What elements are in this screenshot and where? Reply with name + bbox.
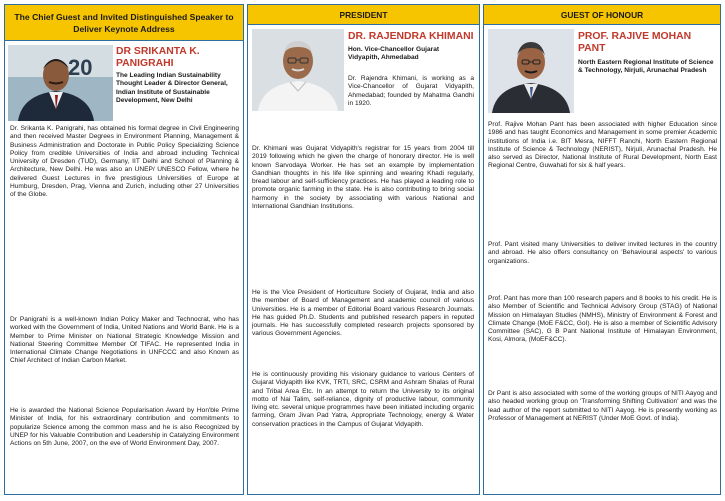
khimani-portrait-image bbox=[252, 29, 344, 111]
khimani-bio-p2: Dr. Khimani was Gujarat Vidyapith's registrar for 15 years from 2004 till 2019 following which he given the charge of honorary director. He is well known Sarvodaya Worker. He has set an example by implementation Gandhian thoughts in his life like spinning and wearing Khadi regularly, bread labour and self-sufficiency practices. He has played a leading role to promote organic farming in the state. He is also contributing to bring social harmony in the society by associating with various National and International Gandhian Institutions. bbox=[252, 145, 474, 210]
pant-bio-p2: Prof. Pant visited many Universities to deliver invited lectures in the country and abroad. He also offers consultancy on 'Behavioural aspects' to various organizations. bbox=[488, 241, 717, 265]
panigrahi-bio-p2: Dr Panigrahi is a well-known Indian Policy Maker and Technocrat, who has worked with the Government of India, United Nations and World Bank. He is a Member to Prime Minister on National Strategic Knowledge Mission and National Steering Committee Member Of TIFAC. He represented India in International Climate Change Negotiations in UNFCCC and also Known as Chief Architect of Indian Carbon Market. bbox=[10, 316, 239, 365]
pant-bio-p1: Prof. Rajive Mohan Pant has been associated with higher Education since 1986 and has taught Economics and Management in some premier Academic institutions of India i.e. BIT Mesra, NIFFT Ranchi, North Eastern Regional Institute of Science & Technology (NERIST), Nirjuli, Arunachal Pradesh. He also served as Director, National Institute of Rural Development, North East Regional Centre, Guwahati for six & half years. bbox=[488, 121, 717, 170]
pant-portrait-image bbox=[488, 29, 574, 113]
pant-photo bbox=[488, 29, 574, 113]
guest-of-honour-header: GUEST OF HONOUR bbox=[484, 5, 720, 25]
khimani-photo bbox=[252, 29, 344, 111]
panigrahi-name: DR SRIKANTA K. PANIGRAHI bbox=[116, 46, 200, 69]
khimani-name: DR. RAJENDRA KHIMANI bbox=[348, 31, 474, 42]
chief-guest-header: The Chief Guest and Invited Distinguished Speaker to Deliver Keynote Address bbox=[5, 5, 243, 41]
guest-of-honour-column bbox=[483, 4, 721, 495]
pant-bio-p4: Dr Pant is also associated with some of the working groups of NITI Aayog and also headed working group on 'Transforming Shifting Cultivation' and was the lead author of the report submitted to NITI Aayog. He is presently working as Professor of Management at NERIST (Under MoE Govt. of India). bbox=[488, 390, 717, 422]
panigrahi-portrait-image bbox=[8, 45, 113, 121]
panigrahi-affiliation: The Leading Indian Sustainability Thought Leader & Director General, Indian Institute of Sustainable Development, New Delhi bbox=[116, 72, 228, 104]
pant-name: PROF. RAJIVE MOHAN PANT bbox=[578, 31, 692, 54]
khimani-bio-p4: He is continuously providing his visionary guidance to various Centers of Gujarat Vidyapith like KVK, TRTI, SRC, CSRM and Ashram Shalas of Rural and Tribal Area Etc. In an attempt to return the University to its original motto of Nai Talim, self-reliance, dignity of productive labour, community living etc. several unique programmes have been initiated including organic farming, Gram Jivan Pad Yatra, Appropriate Technology, energy & Water conservation practices in the Campus of Gujarat Vidyapith. bbox=[252, 371, 474, 428]
pant-bio-p3: Prof. Pant has more than 100 research papers and 8 books to his credit. He is also Member of Scientific and Technical Advisory Group (STAG) of National Mission on Himalayan Studies (NMHS), Ministry of Environment & Forest and Climate Change (MoE F&CC, GoI). He is also a member of Scientific Advisory Committee (SAC), G B Pant National Institute of Himalayan Environment, Kosi, Almora, (MoEF&CC). bbox=[488, 295, 717, 344]
khimani-bio-p3: He is the Vice President of Horticulture Society of Gujarat, India and also the member of Board of Management and academic council of various Universities. He is a member of Editorial Board various Research Journals. He has guided Ph.D. Students and published research papers in reputed journals. He has successfully completed research projects sponsored by various Government Agencies. bbox=[252, 289, 474, 338]
khimani-bio-p1: Dr. Rajendra Khimani, is working as a Vice-Chancellor of Gujarat Vidyapith, Ahmedabad; founded by Mahatma Gandhi in 1920. bbox=[348, 75, 474, 107]
panigrahi-bio-p3: He is awarded the National Science Popularisation Award by Hon'ble Prime Minister of India, for his extraordinary contribution and commitments to popularize Science among the common mass and he is also Recognized by UNEP for his Valuable Contribution and Leadership in Catalyzing Environment Actions on 5th June, 2007, on the eve of World Environment Day, 2007. bbox=[10, 407, 239, 447]
chief-guest-column bbox=[4, 4, 244, 495]
photo-backdrop-text: 20 bbox=[68, 55, 93, 80]
panigrahi-photo bbox=[8, 45, 113, 121]
president-column bbox=[247, 4, 480, 495]
khimani-affiliation: Hon. Vice-Chancellor Gujarat Vidyapith, Ahmedabad bbox=[348, 46, 440, 62]
pant-affiliation: North Eastern Regional Institute of Science & Technology, Nirjuli, Arunachal Pradesh bbox=[578, 59, 714, 75]
panigrahi-bio-p1: Dr. Srikanta K. Panigrahi, has obtained his formal degree in Civil Engineering and then received Master Degrees in Environment Planning, Management & Business Administration and Doctorate in Public Policy Specializing Science Policy from credible Universities of India and abroad including Technical University of Dresden (TUD), Germany, IIT Delhi and School of Planning & Architecture, New Delhi. He was also an UNEP/ UNESCO Fellow, where he delivered Guest Lectures in five prestigious Universities of Europe at Humburg, Dresden, Prag, Vienna and Zurich, including other 27 Universities of the Globe. bbox=[10, 125, 239, 198]
president-header: PRESIDENT bbox=[248, 5, 479, 25]
